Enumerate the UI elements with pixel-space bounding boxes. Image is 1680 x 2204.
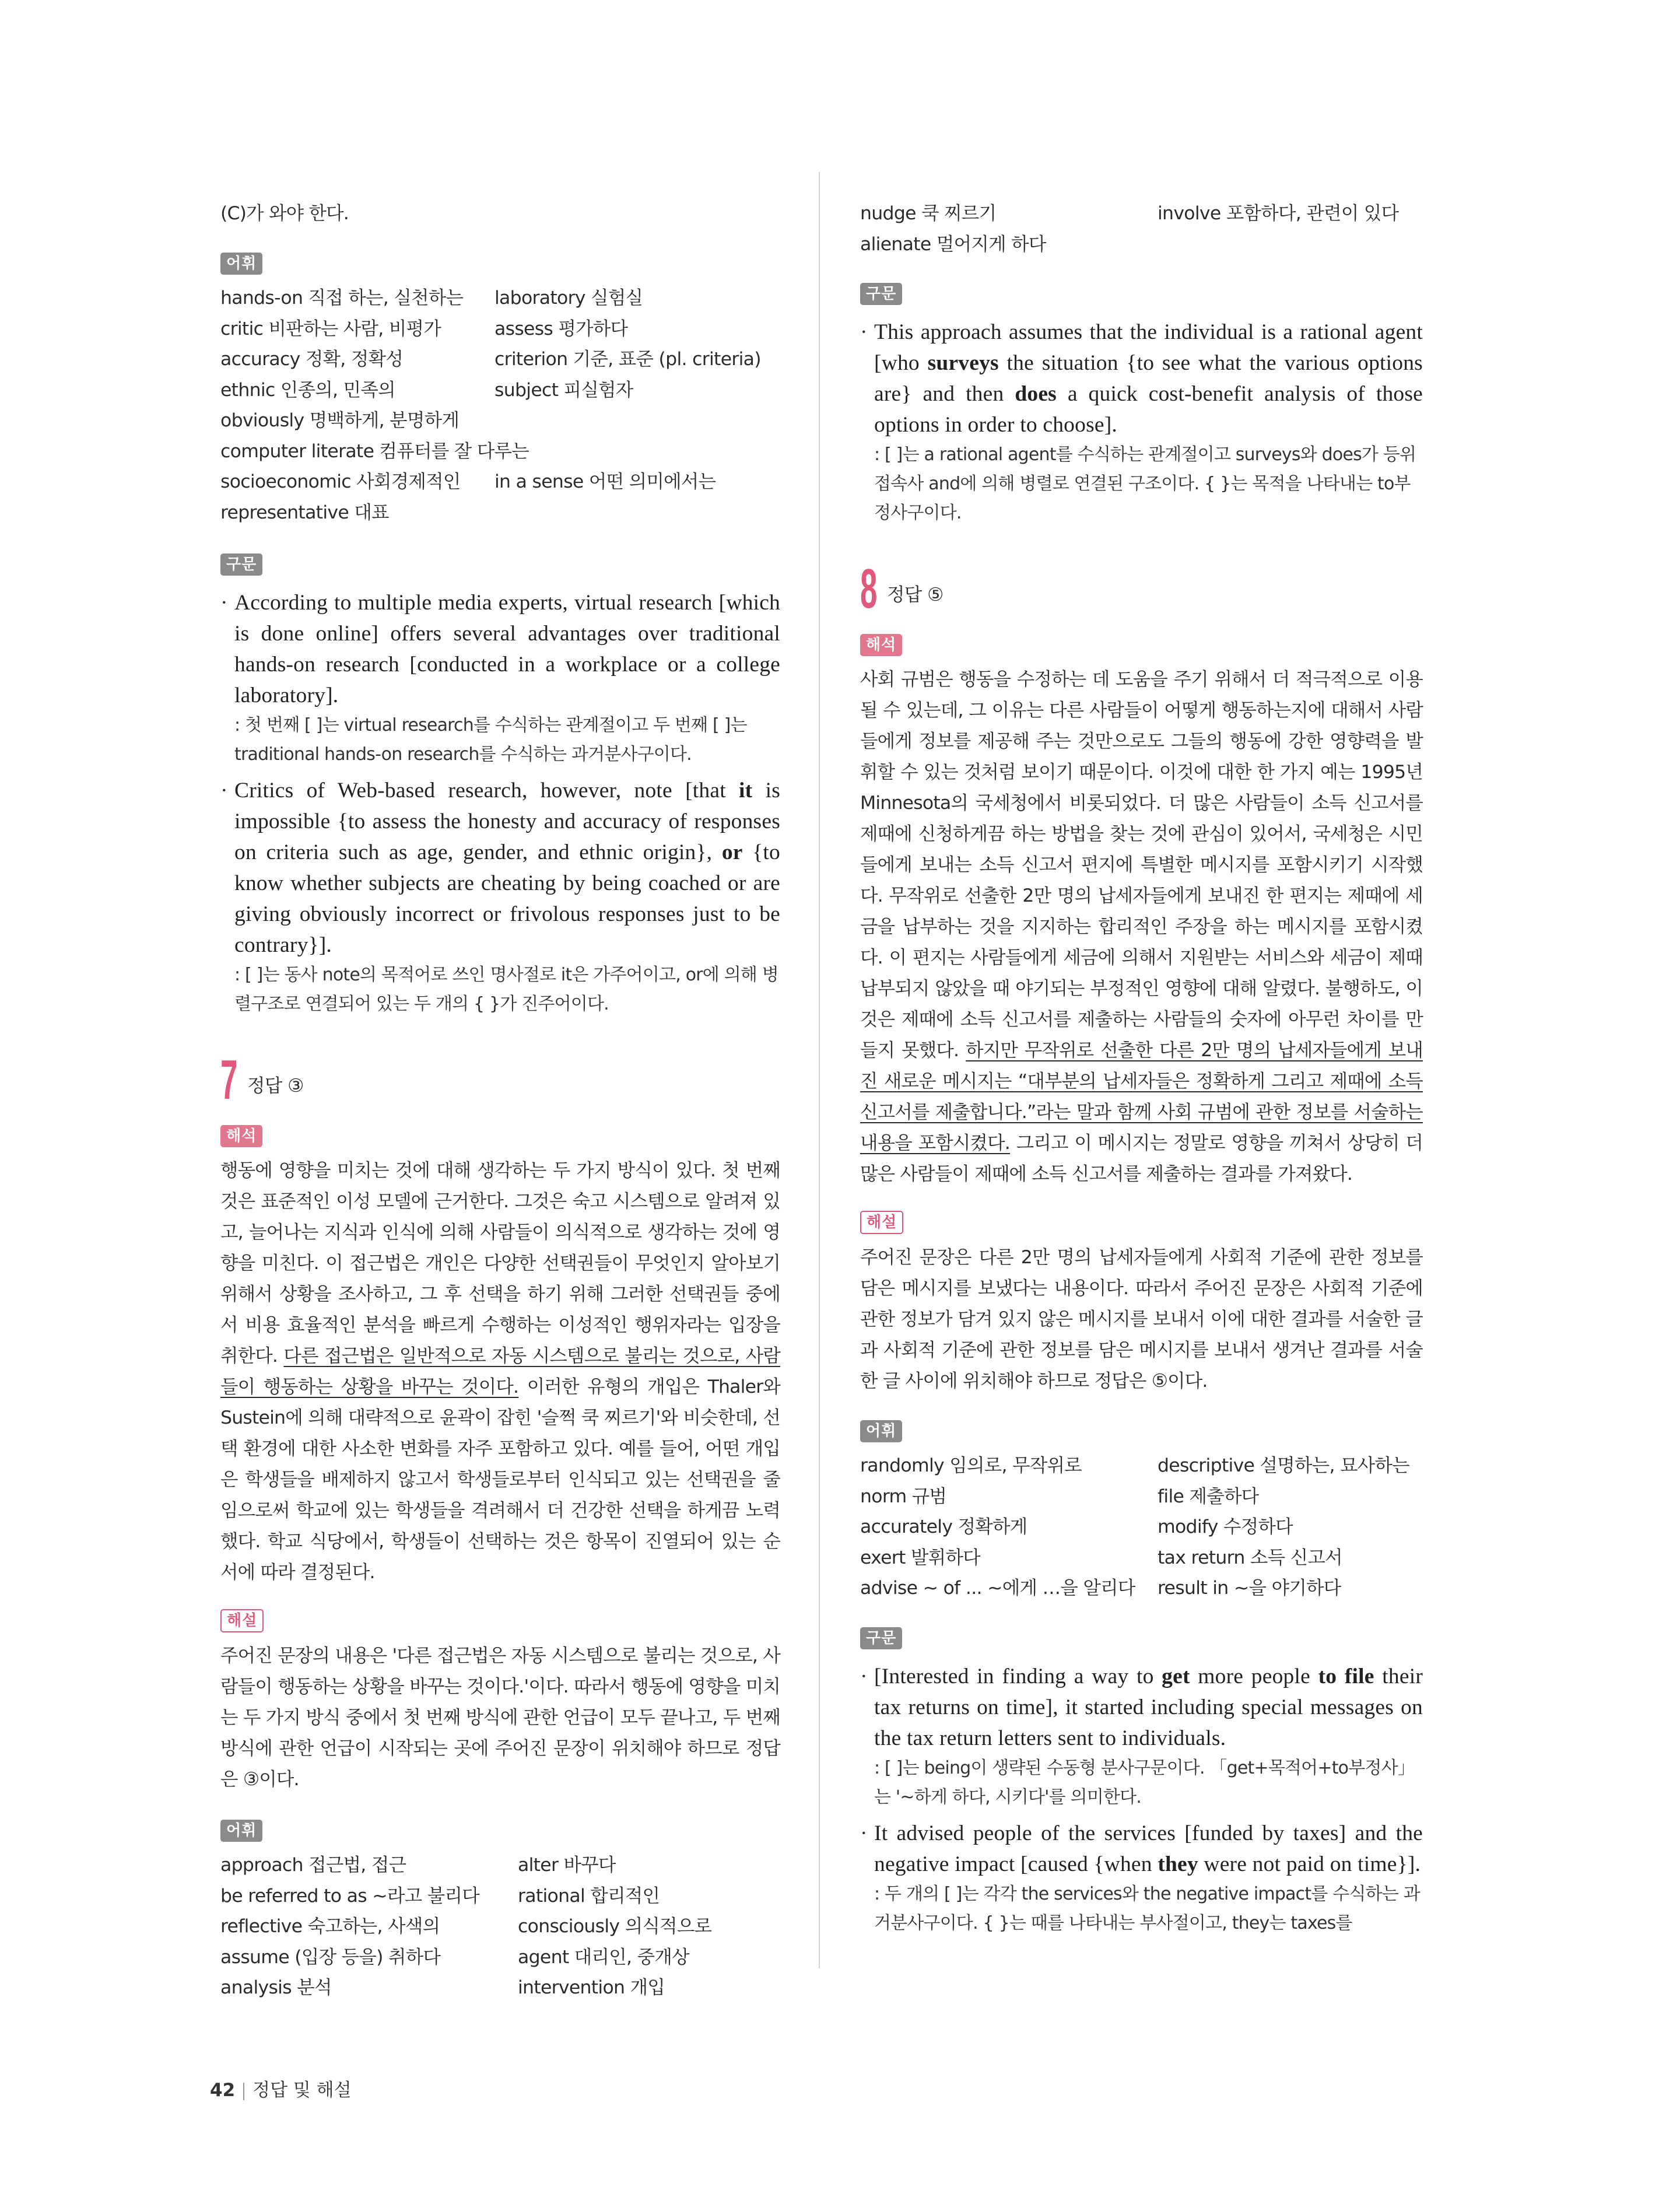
vocab-item: advise ~ of ... ~에게 …을 알리다 bbox=[860, 1578, 1135, 1599]
syntax-tag: 구문 bbox=[220, 553, 262, 576]
vocab-item: laboratory 실험실 bbox=[494, 288, 643, 309]
answer-header-8 bbox=[860, 558, 1423, 620]
vocab-item: exert 발휘하다 bbox=[860, 1547, 980, 1568]
answer-label: 정답 ⑤ bbox=[887, 584, 944, 605]
vocab-list-top bbox=[860, 198, 1423, 260]
vocab-item: in a sense 어떤 의미에서는 bbox=[494, 471, 716, 492]
vocab-tag: 어휘 bbox=[220, 253, 262, 275]
vocab-item: be referred to as ~라고 불리다 bbox=[220, 1885, 479, 1907]
translation-tag: 해석 bbox=[220, 1125, 262, 1147]
translation-section-7 bbox=[220, 1125, 780, 1588]
vocab-item: hands-on 직접 하는, 실천하는 bbox=[220, 288, 464, 309]
vocab-item: computer literate 컴퓨터를 잘 다루는 bbox=[220, 440, 529, 462]
vocab-item: randomly 임의로, 무작위로 bbox=[860, 1455, 1082, 1476]
vocab-list bbox=[860, 1450, 1423, 1604]
vocab-item: rational 합리적인 bbox=[518, 1885, 660, 1907]
syntax-tag: 구문 bbox=[860, 1627, 902, 1649]
question-number: 7 bbox=[220, 1049, 238, 1111]
page-footer bbox=[210, 2075, 352, 2101]
vocab-item: consciously 의식적으로 bbox=[518, 1916, 712, 1937]
vocab-item: subject 피실험자 bbox=[494, 379, 633, 401]
explanation-tag: 해설 bbox=[220, 1609, 264, 1632]
translation-text: 사회 규범은 행동을 수정하는 데 도움을 주기 위해서 더 적극적으로 이용될 수 있는데, 그 이유는 다른 사람들이 어떻게 행동하는지에 대해서 사람들에게 정보를 제공해 주는 것만으로도 그들의 행동에 강한 영향력을 발휘할 수 있는 것처럼 보이기 때문이다. 이것에 대한 한 가지 예는 1995년 Minnesota의 국세청에서 비롯되었다. 더 많은 사람들이 소득 신고서를 제때에 신청하게끔 하는 방법을 찾는 것에 관심이 있어서, 국세청은 시민들에게 보내는 소득 신고서 편지에 특별한 메시지를 포함시키기 시작했다. 무작위로 선출한 2만 명의 납세자들에게 보내진 한 편지는 제때에 세금을 납부하는 것을 지지하는 합리적인 주장을 하는 메시지를 포함시켰다. 이 편지는 사람들에게 세금에 의해서 지원받는 서비스와 세금이 제때 납부되지 않았을 때 야기되는 부정적인 영향에 대해 알렸다. 불행하도, 이것은 제때에 소득 신고서를 제출하는 사람들의 숫자에 아무런 차이를 만들지 못했다. 하지만 무작위로 선출한 다른 2만 명의 납세자들에게 보내진 새로운 메시지는 “대부분의 납세자들은 정확하게 그리고 제때에 소득 신고서를 제출합니다.”라는 말과 함께 사회 규범에 관한 정보를 서술하는 내용을 포함시켰다. 그리고 이 메시지는 정말로 영향을 끼쳐서 상당히 더 많은 사람들이 제때에 소득 신고서를 제출하는 결과를 가져왔다. bbox=[860, 669, 1423, 1185]
explanation-section-7 bbox=[220, 1609, 780, 1795]
answer-header-7 bbox=[220, 1049, 780, 1111]
vocab-item: descriptive 설명하는, 묘사하는 bbox=[1158, 1455, 1409, 1476]
page-number: 42 bbox=[210, 2080, 236, 2101]
english-sentence: Critics of Web-based research, however, note [that it is impossible {to assess the honesty and accuracy of responses on criteria such as age, gender, and ethnic origin}, or {to know whether subjects are cheating by being coached or are giving obviously incorrect or frivolous responses just to be contrary}]. bbox=[234, 779, 781, 957]
vocab-item: representative 대표 bbox=[220, 502, 389, 523]
vocab-item: accuracy 정확, 정확성 bbox=[220, 349, 404, 370]
vocab-item: assess 평가하다 bbox=[494, 318, 628, 339]
vocab-item: critic 비판하는 사람, 비평가 bbox=[220, 318, 441, 339]
translation-section-8 bbox=[860, 634, 1423, 1190]
vocab-section-7 bbox=[220, 1820, 780, 2003]
syntax-section-top bbox=[860, 283, 1423, 528]
syntax-note: : [ ]는 동사 note의 목적어로 쓰인 명사절로 it은 가주어이고, or에 의해 병렬구조로 연결되어 있는 두 개의 { }가 진주어이다. bbox=[234, 965, 778, 1014]
footer-separator bbox=[243, 2083, 244, 2100]
vocab-item: accurately 정확하게 bbox=[860, 1516, 1027, 1537]
vocab-item: result in ~을 야기하다 bbox=[1158, 1578, 1341, 1599]
right-column bbox=[860, 198, 1423, 1938]
bullet-icon: · bbox=[220, 779, 228, 803]
explanation-section-8 bbox=[860, 1211, 1423, 1397]
vocab-item: analysis 분석 bbox=[220, 1977, 332, 1998]
syntax-note: : [ ]는 a rational agent를 수식하는 관계절이고 surveys와 does가 등위접속사 and에 의해 병렬로 연결된 구조이다. { }는 목적을 나타내는 to부정사구이다. bbox=[874, 444, 1416, 523]
syntax-item bbox=[220, 587, 780, 769]
vocab-item: modify 수정하다 bbox=[1158, 1516, 1293, 1537]
answer-label: 정답 ③ bbox=[247, 1075, 304, 1096]
english-sentence: [Interested in finding a way to get more people to file their tax returns on time], it started including special messages on the tax return letters sent to individuals. bbox=[874, 1664, 1423, 1750]
syntax-item bbox=[220, 775, 780, 1019]
bullet-icon: · bbox=[860, 320, 868, 344]
english-sentence: According to multiple media experts, virtual research [which is done online] offers several advantages over traditional hands-on research [conducted in a workplace or a college laboratory]. bbox=[234, 591, 780, 707]
vocab-list bbox=[220, 1850, 780, 2003]
vocab-item: tax return 소득 신고서 bbox=[1158, 1547, 1342, 1568]
vocab-item: norm 규범 bbox=[860, 1485, 947, 1507]
intro-text: (C)가 와야 한다. bbox=[220, 203, 349, 224]
syntax-tag: 구문 bbox=[860, 283, 902, 305]
english-sentence: This approach assumes that the individual is a rational agent [who surveys the situation {to see what the various options are} and then does a quick cost-benefit analysis of those options in order to choose]. bbox=[874, 320, 1423, 437]
vocab-item: assume (입장 등을) 취하다 bbox=[220, 1946, 441, 1968]
vocab-item: agent 대리인, 중개상 bbox=[518, 1946, 689, 1968]
syntax-item bbox=[860, 1661, 1423, 1812]
syntax-item bbox=[860, 1818, 1423, 1938]
bullet-icon: · bbox=[220, 591, 228, 615]
footer-title: 정답 및 해설 bbox=[252, 2080, 352, 2101]
vocab-section-8 bbox=[860, 1420, 1423, 1604]
vocab-tag: 어휘 bbox=[220, 1820, 262, 1842]
column-divider bbox=[819, 172, 820, 1968]
vocab-item: file 제출하다 bbox=[1158, 1485, 1259, 1507]
syntax-section-1 bbox=[220, 553, 780, 1019]
vocab-item: obviously 명백하게, 분명하게 bbox=[220, 410, 460, 431]
vocab-tag: 어휘 bbox=[860, 1420, 902, 1442]
vocab-item: involve 포함하다, 관련이 있다 bbox=[1158, 203, 1399, 224]
bullet-icon: · bbox=[860, 1664, 868, 1688]
vocab-item: approach 접근법, 접근 bbox=[220, 1855, 406, 1876]
bullet-icon: · bbox=[860, 1821, 868, 1845]
vocab-item: reflective 숙고하는, 사색의 bbox=[220, 1916, 440, 1937]
question-number: 8 bbox=[860, 558, 878, 620]
left-column bbox=[220, 198, 780, 2003]
syntax-item bbox=[860, 317, 1423, 528]
explanation-tag: 해설 bbox=[860, 1211, 903, 1234]
vocab-item: alter 바꾸다 bbox=[518, 1855, 616, 1876]
vocab-item: intervention 개입 bbox=[518, 1977, 665, 1998]
vocab-item: ethnic 인종의, 민족의 bbox=[220, 379, 395, 401]
translation-text: 행동에 영향을 미치는 것에 대해 생각하는 두 가지 방식이 있다. 첫 번째 것은 표준적인 이성 모델에 근거한다. 그것은 숙고 시스템으로 알려져 있고, 늘어나는 지식과 인식에 의해 사람들이 의식적으로 생각하는 것에 영향을 미친다. 이 접근법은 개인은 다양한 선택권들이 무엇인지 알아보기 위해서 상황을 조사하고, 그 후 선택을 하기 위해 그러한 선택권들 중에서 비용 효율적인 분석을 빠르게 수행하는 이성적인 행위자라는 입장을 취한다. 다른 접근법은 일반적으로 자동 시스템으로 불리는 것으로, 사람들이 행동하는 상황을 바꾸는 것이다. 이러한 유형의 개입은 Thaler와 Sustein에 의해 대략적으로 윤곽이 잡힌 '슬쩍 쿡 찌르기'와 비슷한데, 선택 환경에 대한 사소한 변화를 자주 포함하고 있다. 예를 들어, 어떤 개입은 학생들을 배제하지 않고서 학생들로부터 인식되고 있는 선택권을 줄임으로써 학교에 있는 학생들을 격려해서 더 건강한 선택을 하게끔 노력했다. 학교 식당에서, 학생들이 선택하는 것은 항목이 진열되어 있는 순서에 따라 결정된다. bbox=[220, 1160, 780, 1583]
syntax-note: : [ ]는 being이 생략된 수동형 분사구문이다. 「get+목적어+to부정사」는 '~하게 하다, 시키다'를 의미한다. bbox=[874, 1757, 1415, 1807]
vocab-item: criterion 기준, 표준 (pl. criteria) bbox=[494, 349, 761, 370]
syntax-note: : 두 개의 [ ]는 각각 the services와 the negative impact를 수식하는 과거분사구이다. { }는 때를 나타내는 부사절이고, they는 taxes를 bbox=[874, 1883, 1420, 1933]
vocab-item: alienate 멀어지게 하다 bbox=[860, 233, 1046, 255]
vocab-section-1 bbox=[220, 253, 780, 528]
english-sentence: It advised people of the services [funded by taxes] and the negative impact [caused {when they were not paid on time}]. bbox=[874, 1821, 1423, 1876]
explanation-text: 주어진 문장은 다른 2만 명의 납세자들에게 사회적 기준에 관한 정보를 담은 메시지를 보냈다는 내용이다. 따라서 주어진 문장은 사회적 기준에 관한 정보가 담겨 있지 않은 메시지를 보내서 이에 대한 결과를 서술한 글과 사회적 기준에 관한 정보를 담은 메시지를 보내서 생겨난 결과를 서술한 글 사이에 위치해야 하므로 정답은 ⑤이다. bbox=[860, 1247, 1423, 1392]
vocab-item: socioeconomic 사회경제적인 bbox=[220, 471, 461, 492]
explanation-text: 주어진 문장의 내용은 '다른 접근법은 자동 시스템으로 불리는 것으로, 사람들이 행동하는 상황을 바꾸는 것이다.'이다. 따라서 행동에 영향을 미치는 두 가지 방식 중에서 첫 번째 방식에 관한 언급이 모두 끝나고, 두 번째 방식에 관한 언급이 시작되는 곳에 주어진 문장이 위치해야 하므로 정답은 ③이다. bbox=[220, 1645, 780, 1790]
vocab-list bbox=[220, 283, 780, 528]
translation-tag: 해석 bbox=[860, 634, 902, 656]
syntax-section-8 bbox=[860, 1627, 1423, 1938]
syntax-note: : 첫 번째 [ ]는 virtual research를 수식하는 관계절이고 두 번째 [ ]는 traditional hands-on research를 수식하는 과거분사구이다. bbox=[234, 715, 747, 765]
vocab-item: nudge 쿡 찌르기 bbox=[860, 203, 997, 224]
